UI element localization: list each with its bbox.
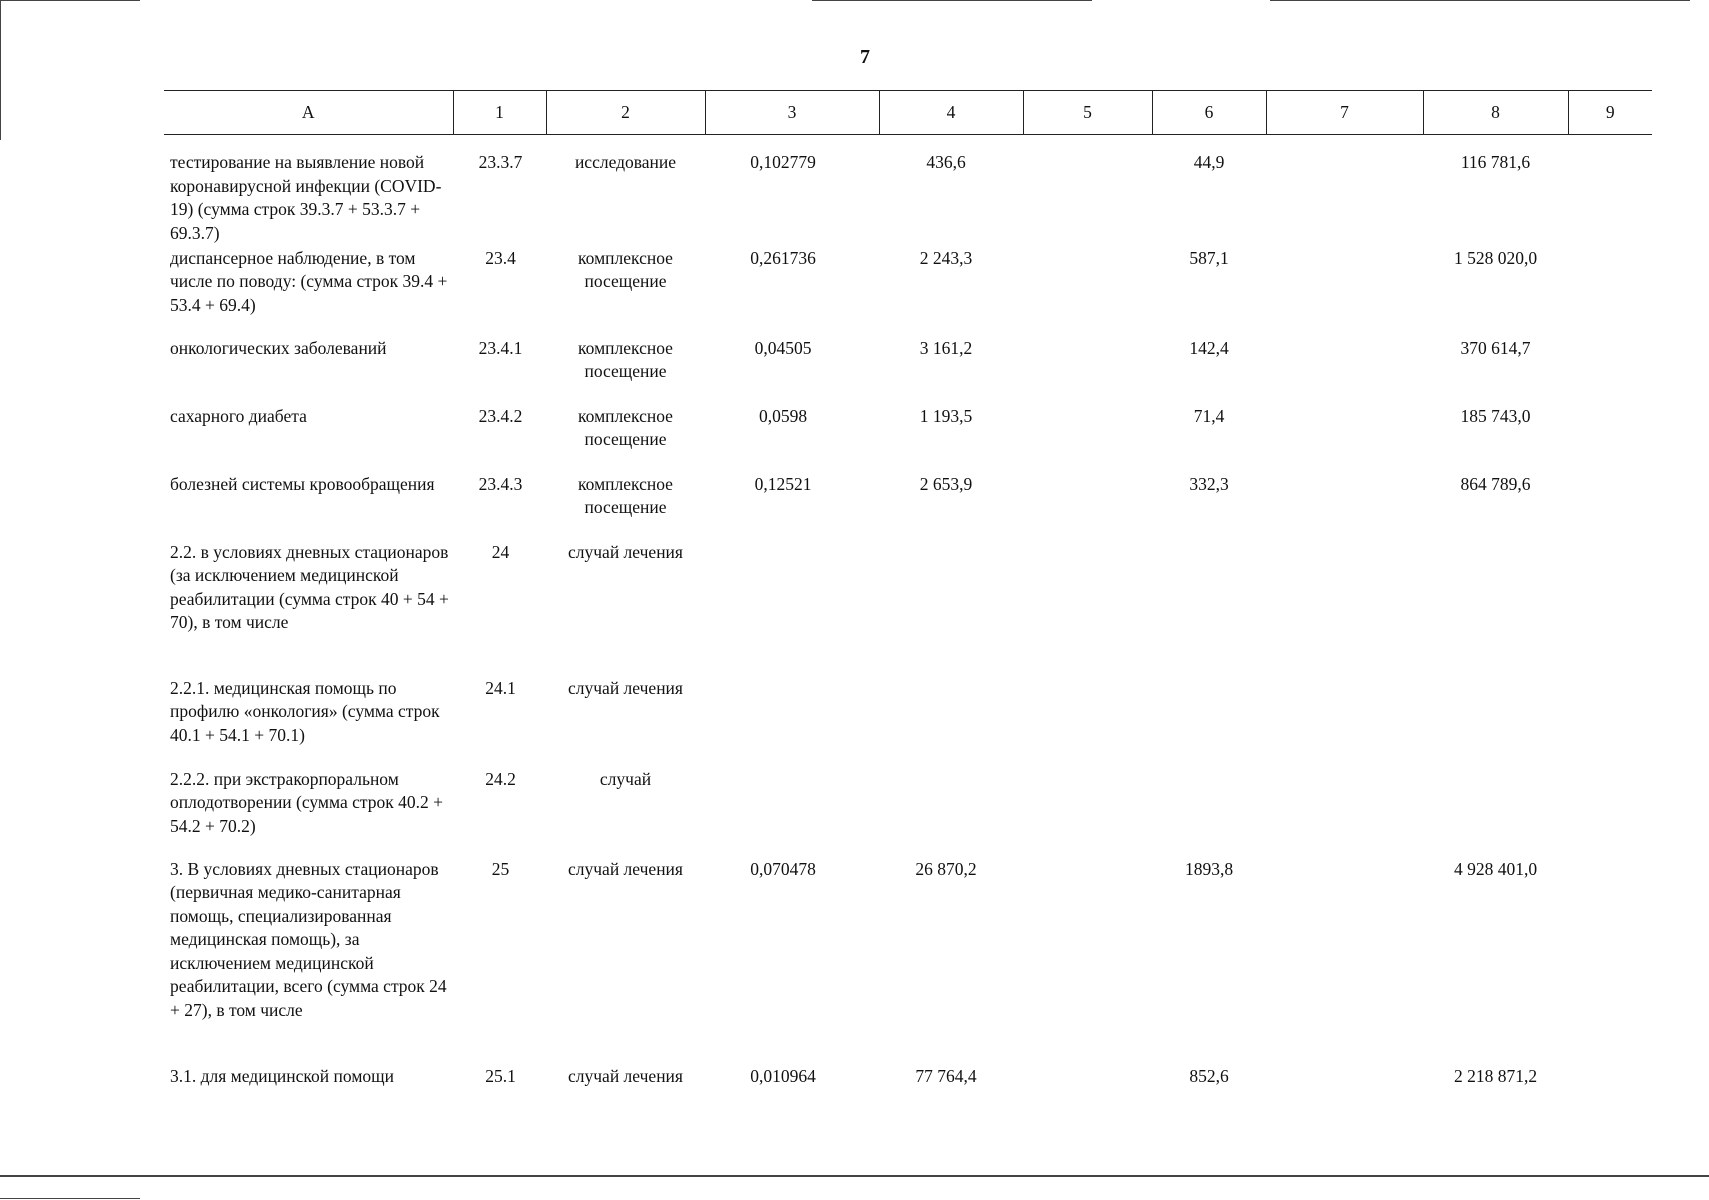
cell-unit: случай <box>599 768 652 789</box>
cell-name: 2.2.1. медицинская помощь по профилю «онкология» (сумма строк 40.1 + 54.1 + 70.1) <box>170 677 440 745</box>
cell-unit: комплексное посещение <box>578 405 673 449</box>
cell-col-5 <box>1023 405 1152 473</box>
cell-unit: комплексное посещение <box>578 337 673 381</box>
cell-col-9 <box>1568 677 1652 768</box>
table-row <box>164 135 1652 247</box>
cell-col-6 <box>1152 677 1266 768</box>
table-row <box>164 247 1652 337</box>
cell-col-5 <box>1023 858 1152 1065</box>
cell-line-code: 23.4.2 <box>478 405 523 426</box>
cell-line-code: 25 <box>491 858 510 879</box>
cell-col-4: 436,6 <box>926 152 966 172</box>
cell-col-8: 116 781,6 <box>1460 152 1531 172</box>
cell-name: 2.2. в условиях дневных стационаров (за исключением медицинской реабилитации (сумма строк 40 + 54 + 70), в том числе <box>170 541 449 632</box>
header-col-6: 6 <box>1152 91 1266 135</box>
cell-unit: случай лечения <box>568 858 683 879</box>
cell-col-4 <box>879 768 1023 858</box>
cell-col-4: 26 870,2 <box>915 858 977 879</box>
header-row <box>164 91 1652 135</box>
cell-col-4 <box>879 677 1023 768</box>
header-col-7: 7 <box>1266 91 1423 135</box>
table-header <box>164 91 1652 135</box>
cell-col-4: 2 243,3 <box>919 247 973 268</box>
table-row <box>164 1065 1652 1105</box>
header-col-a: А <box>164 91 453 135</box>
cell-col-6 <box>1152 768 1266 858</box>
cell-col-4: 1 193,5 <box>919 405 973 426</box>
cell-col-9 <box>1568 858 1652 1065</box>
cell-col-7 <box>1266 135 1423 247</box>
table-row <box>164 858 1652 1065</box>
cell-line-code: 23.4.1 <box>478 337 523 358</box>
cell-col-9 <box>1568 247 1652 337</box>
header-col-3: 3 <box>705 91 879 135</box>
cell-col-6: 1893,8 <box>1184 858 1234 879</box>
cell-col-8: 4 928 401,0 <box>1453 858 1538 879</box>
cell-col-4 <box>879 541 1023 677</box>
cell-col-8: 370 614,7 <box>1460 337 1531 358</box>
header-col-5: 5 <box>1023 91 1152 135</box>
cell-unit: исследование <box>574 152 677 172</box>
cell-col-7 <box>1266 858 1423 1065</box>
header-col-1: 1 <box>453 91 546 135</box>
cell-col-6: 332,3 <box>1189 473 1229 494</box>
header-col-2: 2 <box>546 91 705 135</box>
cell-col-9 <box>1568 405 1652 473</box>
scan-edge-bottom-short <box>0 1198 140 1199</box>
cell-col-8 <box>1423 541 1568 677</box>
cell-col-5 <box>1023 541 1152 677</box>
table-row <box>164 768 1652 858</box>
cell-line-code: 24 <box>491 541 510 562</box>
cell-col-5 <box>1023 247 1152 337</box>
cell-col-7 <box>1266 677 1423 768</box>
scan-edge-top-left <box>0 0 140 1</box>
cell-col-7 <box>1266 405 1423 473</box>
cell-col-9 <box>1568 541 1652 677</box>
cell-unit: случай лечения <box>568 1065 683 1086</box>
cell-col-8: 1 528 020,0 <box>1453 247 1538 268</box>
cell-name: онкологических заболеваний <box>170 337 387 358</box>
cell-col-3: 0,010964 <box>750 1065 816 1086</box>
cell-col-9 <box>1568 1065 1652 1105</box>
cell-col-3 <box>705 768 879 858</box>
cell-col-9 <box>1568 768 1652 858</box>
cell-col-5 <box>1023 1065 1152 1105</box>
cell-line-code: 24.2 <box>485 768 516 789</box>
cell-name: болезней системы кровообращения <box>170 473 435 494</box>
scan-edge-left <box>0 0 1 140</box>
scan-edge-top-mid <box>812 0 1092 1</box>
table-row <box>164 473 1652 541</box>
table-body <box>164 135 1652 1105</box>
cell-col-5 <box>1023 677 1152 768</box>
cell-line-code: 24.1 <box>485 677 516 698</box>
cell-col-4: 2 653,9 <box>919 473 973 494</box>
cell-col-3 <box>705 541 879 677</box>
cell-name: 3. В условиях дневных стационаров (первичная медико-санитарная помощь, специализированная медицинская помощь), за исключением медицинской реабилитации, всего (сумма строк 24 + 27), в том числе <box>170 858 447 1020</box>
cell-col-3: 0,261736 <box>750 247 816 268</box>
cell-col-3: 0,0598 <box>758 405 808 426</box>
cell-col-8: 2 218 871,2 <box>1453 1065 1538 1086</box>
cell-col-7 <box>1266 337 1423 405</box>
data-table <box>164 90 1652 1105</box>
cell-col-8: 864 789,6 <box>1460 473 1531 494</box>
cell-col-7 <box>1266 768 1423 858</box>
cell-col-8 <box>1423 677 1568 768</box>
cell-col-3 <box>705 677 879 768</box>
table-row <box>164 337 1652 405</box>
cell-col-9 <box>1568 135 1652 247</box>
cell-unit: комплексное посещение <box>578 473 673 517</box>
cell-col-3: 0,070478 <box>750 858 816 879</box>
cell-col-3: 0,04505 <box>754 337 812 358</box>
cell-col-6: 587,1 <box>1189 247 1229 268</box>
cell-col-8: 185 743,0 <box>1460 405 1531 426</box>
table-row <box>164 541 1652 677</box>
cell-col-9 <box>1568 337 1652 405</box>
cell-line-code: 23.4.3 <box>478 473 523 494</box>
table-row <box>164 405 1652 473</box>
cell-col-8 <box>1423 768 1568 858</box>
data-table-container <box>164 90 1652 1105</box>
cell-name: сахарного диабета <box>170 405 307 426</box>
cell-unit: случай лечения <box>568 541 683 562</box>
cell-col-7 <box>1266 473 1423 541</box>
cell-col-4: 3 161,2 <box>919 337 973 358</box>
cell-col-5 <box>1023 337 1152 405</box>
cell-col-7 <box>1266 247 1423 337</box>
cell-col-7 <box>1266 541 1423 677</box>
cell-col-6: 852,6 <box>1189 1065 1229 1086</box>
table-row <box>164 677 1652 768</box>
cell-line-code: 23.3.7 <box>478 152 523 172</box>
cell-col-6: 142,4 <box>1189 337 1229 358</box>
cell-name: 3.1. для медицинской помощи <box>170 1065 394 1086</box>
cell-line-code: 25.1 <box>485 1065 516 1086</box>
cell-unit: комплексное посещение <box>578 247 673 291</box>
scan-edge-top-right <box>1270 0 1690 1</box>
cell-name: 2.2.2. при экстракорпоральном оплодотворении (сумма строк 40.2 + 54.2 + 70.2) <box>170 768 443 836</box>
cell-col-4: 77 764,4 <box>915 1065 977 1086</box>
page-number: 7 <box>860 46 870 68</box>
scan-edge-bottom-long <box>0 1175 1709 1177</box>
cell-line-code: 23.4 <box>485 247 516 268</box>
cell-col-6: 71,4 <box>1193 405 1225 426</box>
cell-col-3: 0,12521 <box>754 473 812 494</box>
header-col-9: 9 <box>1568 91 1652 135</box>
cell-name: тестирование на выявление новой коронавирусной инфекции (COVID-19) (сумма строк 39.3.7 + 53.3.7 + 69.3.7) <box>170 152 442 243</box>
cell-name: диспансерное наблюдение, в том числе по поводу: (сумма строк 39.4 + 53.4 + 69.4) <box>170 247 448 315</box>
cell-col-9 <box>1568 473 1652 541</box>
cell-unit: случай лечения <box>568 677 683 698</box>
cell-col-7 <box>1266 1065 1423 1105</box>
cell-col-5 <box>1023 135 1152 247</box>
cell-col-6 <box>1152 541 1266 677</box>
cell-col-6: 44,9 <box>1193 152 1225 172</box>
header-col-4: 4 <box>879 91 1023 135</box>
header-col-8: 8 <box>1423 91 1568 135</box>
cell-col-5 <box>1023 473 1152 541</box>
cell-col-5 <box>1023 768 1152 858</box>
cell-col-3: 0,102779 <box>750 152 816 172</box>
